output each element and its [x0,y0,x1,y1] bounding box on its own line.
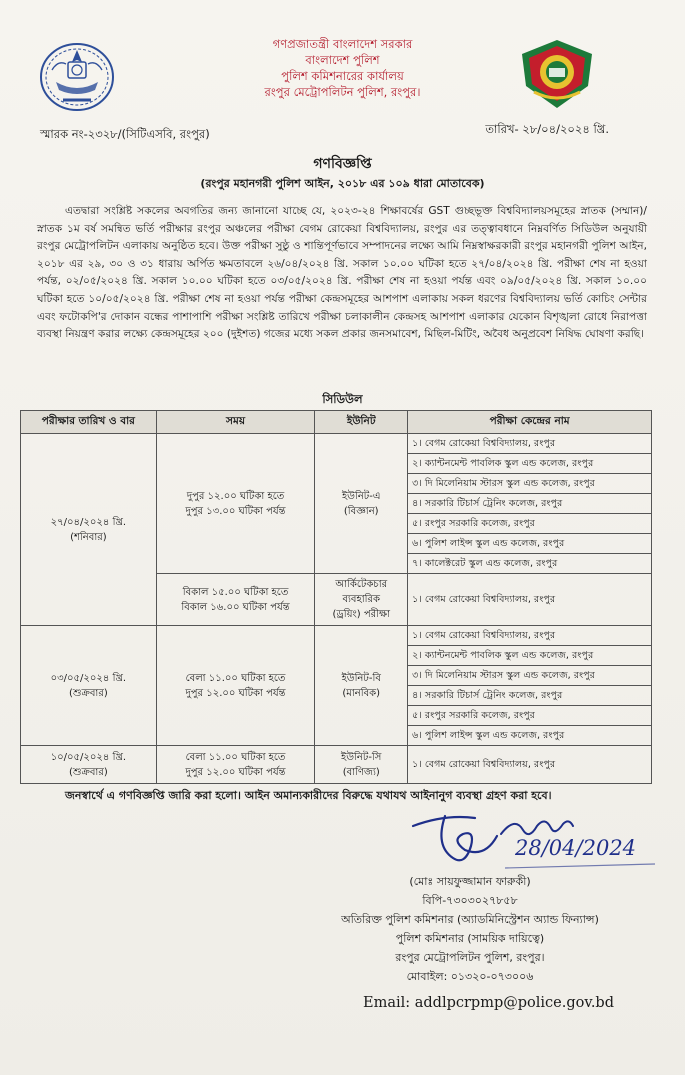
signatory-block [320,872,620,986]
time-to: দুপুর ১২.০০ ঘটিকা পর্যন্ত [185,766,286,778]
unit-group: (মানবিক) [342,687,381,699]
exam-weekday: (শনিবার) [70,531,107,543]
signatory-name: (মোঃ সায়ফুজ্জামান ফারুকী) [409,875,531,888]
time-from: দুপুর ১২.০০ ঘটিকা হতে [186,490,285,502]
signatory-mobile: মোবাইল: ০১৩২০-০৭৩০০৬ [406,970,534,983]
unit-name: ইউনিট-সি [341,751,382,763]
time-cell [156,574,315,626]
office-header [180,36,505,100]
exam-weekday: (শুক্রবার) [69,687,108,699]
unit-cell [315,626,408,746]
center-cell: ১। বেগম রোকেয়া বিশ্ববিদ্যালয়, রংপুর [408,746,652,784]
center-cell: ৪। সরকারি টিচার্স ট্রেনিং কলেজ, রংপুর [408,494,652,514]
time-cell [156,434,315,574]
center-cell: ২। ক্যান্টনমেন্ট পাবলিক স্কুল এন্ড কলেজ, রংপুর [408,646,652,666]
table-row [21,434,652,454]
time-from: বেলা ১১.০০ ঘটিকা হতে [185,672,286,684]
memo-number: স্মারক নং-২৩২৮/(সিটিএসবি, রংপুর) [40,127,210,141]
day-date-cell [21,626,157,746]
header-line-police: বাংলাদেশ পুলিশ [305,53,380,67]
rmp-seal-icon [512,34,602,114]
center-cell: ৫। রংপুর সরকারি কলেজ, রংপুর [408,706,652,726]
unit-name: আর্কিটেকচার [335,579,388,590]
bangladesh-police-emblem-icon [38,40,116,112]
header-line-office: পুলিশ কমিশনারের কার্যালয় [281,69,404,83]
handwritten-signature-icon [405,806,665,876]
time-from: বেলা ১১.০০ ঘটিকা হতে [185,751,286,763]
schedule-caption: সিডিউল [322,392,363,406]
center-cell: ৩। দি মিলেনিয়াম স্টারস স্কুল এন্ড কলেজ, রংপুর [408,474,652,494]
signatory-designation: অতিরিক্ত পুলিশ কমিশনার (অ্যাডমিনিস্ট্রেশন অ্যান্ড ফিন্যান্স) [341,913,599,926]
notice-date: তারিখ- ২৮/০৪/২০২৪ খ্রি. [485,122,609,136]
schedule-table [20,410,652,784]
time-from: বিকাল ১৫.০০ ঘটিকা হতে [182,586,289,598]
center-cell: ২। ক্যান্টনমেন্ট পাবলিক স্কুল এন্ড কলেজ, রংপুর [408,454,652,474]
center-cell: ১। বেগম রোকেয়া বিশ্ববিদ্যালয়, রংপুর [408,434,652,454]
center-cell: ৪। সরকারি টিচার্স ট্রেনিং কলেজ, রংপুর [408,686,652,706]
table-row [21,746,652,784]
center-cell: ১। বেগম রোকেয়া বিশ্ববিদ্যালয়, রংপুর [408,626,652,646]
exam-date: ১০/০৫/২০২৪ খ্রি. [50,751,127,763]
col-header-time: সময় [156,411,315,434]
signatory-office: রংপুর মেট্রোপলিটন পুলিশ, রংপুর। [395,951,545,964]
page-subtitle: (রংপুর মহানগরী পুলিশ আইন, ২০১৮ এর ১০৯ ধারা মোতাবেক) [200,177,485,190]
center-cell: ৩। দি মিলেনিয়াম স্টারস স্কুল এন্ড কলেজ, রংপুর [408,666,652,686]
time-to: দুপুর ১২.০০ ঘটিকা পর্যন্ত [185,687,286,699]
table-row [21,626,652,646]
time-to: দুপুর ১৩.০০ ঘটিকা পর্যন্ত [185,505,286,517]
time-cell [156,626,315,746]
unit-cell [315,434,408,574]
unit-group: (বাণিজ্য) [342,766,380,778]
time-to: বিকাল ১৬.০০ ঘটিকা পর্যন্ত [181,601,290,613]
exam-weekday: (শুক্রবার) [69,766,108,778]
schedule-header-row [21,411,652,434]
center-cell: ৬। পুলিশ লাইন্স স্কুল এন্ড কলেজ, রংপুর [408,534,652,554]
center-cell: ১। বেগম রোকেয়া বিশ্ববিদ্যালয়, রংপুর [408,574,652,626]
notice-body: এতদ্বারা সংশ্লিষ্ট সকলের অবগতির জন্য জানানো যাচ্ছে যে, ২০২৩-২৪ শিক্ষাবর্ষের GST গুচ্ছভূক্ত বিশ্ববিদ্যালয়সমূহের স্নাতক (সম্মান)/স্নাতক ১ম বর্ষ সমন্বিত ভর্তি পরীক্ষার রংপুর অঞ্চলের পরীক্ষা বেগম রোকেয়া বিশ্ববিদ্যালয়, রংপুর এর তত্ত্বাবধানে নিম্নবর্ণিত সিডিউল অনুযায়ী রংপুর মেট্রোপলিটন এলাকায় অনুষ্ঠিত হবে। উক্ত পরীক্ষা সুষ্ঠু ও শান্তিপূর্ণভাবে সম্পাদনের লক্ষ্যে আমি নিম্নস্বাক্ষরকারী রংপুর মহানগরী পুলিশ আইন, ২০১৮ এর ২৯, ৩০ ও ৩১ ধারায় অর্পিত ক্ষমতাবলে ২৬/০৪/২০২৪ খ্রি. সকাল ১০.০০ ঘটিকা হতে ২৭/০৪/২০২৪ খ্রি. পরীক্ষা শেষ না হওয়া পর্যন্ত, ০২/০৫/২০২৪ খ্রি. সকাল ১০.০০ ঘটিকা হতে ০৩/০৫/২০২৪ খ্রি. পরীক্ষা শেষ না হওয়া পর্যন্ত এবং ০৯/০৫/২০২৪ খ্রি. সকাল ১০.০০ ঘটিকা হতে ১০/০৫/২০২৪ খ্রি. পরীক্ষা শেষ না হওয়া পর্যন্ত পরীক্ষা কেন্দ্রসমূহের আশপাশ এলাকায় সকল ধরণের বিশ্ববিদ্যালয় ভর্তি কোচিং সেন্টার এবং ফটোকপি'র দোকান বন্ধের পাশাপাশি পরীক্ষা সংশ্লিষ্ট তারিখে পরীক্ষা চলাকালীন কেন্দ্রসহ আশপাশ এলাকার যেকোন বিশৃঙ্খলা রোধে নিরাপত্তা ব্যবস্থা নিয়ন্ত্রণ করার লক্ষ্যে কেন্দ্রসমূহের ২০০ (দুইশত) গজের মধ্যে সকল প্রকার জনসমাবেশ, মিছিল-মিটিং, অবৈধ অনুপ্রবেশ নিষিদ্ধ ঘোষণা করছি। [37,205,647,341]
unit-name: ইউনিট-এ [341,490,381,502]
center-cell: ৫। রংপুর সরকারি কলেজ, রংপুর [408,514,652,534]
time-cell [156,746,315,784]
header-line-rmp: রংপুর মেট্রোপলিটন পুলিশ, রংপুর। [264,85,421,99]
col-header-unit: ইউনিট [315,411,408,434]
unit-group: (বিজ্ঞান) [343,505,379,517]
day-date-cell [21,746,157,784]
signatory-email: Email: addlpcrpmp@police.gov.bd [363,995,614,1011]
col-header-date: পরীক্ষার তারিখ ও বার [21,411,157,434]
unit-cell [315,574,408,626]
center-cell: ৭। কালেক্টরেট স্কুল এন্ড কলেজ, রংপুর [408,554,652,574]
unit-name: ইউনিট-বি [341,672,381,684]
day-date-cell [21,434,157,626]
public-notice-statement: জনস্বার্থে এ গণবিজ্ঞপ্তি জারি করা হলো। আইন অমান্যকারীদের বিরুদ্ধে যথাযথ আইনানুগ ব্যবস্থা গ্রহণ করা হবে। [65,789,552,802]
header-line-government: গণপ্রজাতন্ত্রী বাংলাদেশ সরকার [272,37,413,51]
unit-cell [315,746,408,784]
signature-date: 28/04/2024 [515,836,637,860]
signatory-additional-role: পুলিশ কমিশনার (সাময়িক দায়িত্বে) [395,932,545,945]
center-cell: ৬। পুলিশ লাইন্স স্কুল এন্ড কলেজ, রংপুর [408,726,652,746]
col-header-center: পরীক্ষা কেন্দ্রের নাম [408,411,652,434]
unit-group: ব্যবহারিক [342,594,380,605]
signatory-bp: বিপি-৭৩০৩০২৭৮৫৮ [422,894,518,907]
unit-detail: (ড্রয়িং) পরীক্ষা [332,609,390,620]
page-title: গণবিজ্ঞপ্তি [313,156,372,172]
exam-date: ২৭/০৪/২০২৪ খ্রি. [50,516,127,528]
exam-date: ০৩/০৫/২০২৪ খ্রি. [50,672,127,684]
